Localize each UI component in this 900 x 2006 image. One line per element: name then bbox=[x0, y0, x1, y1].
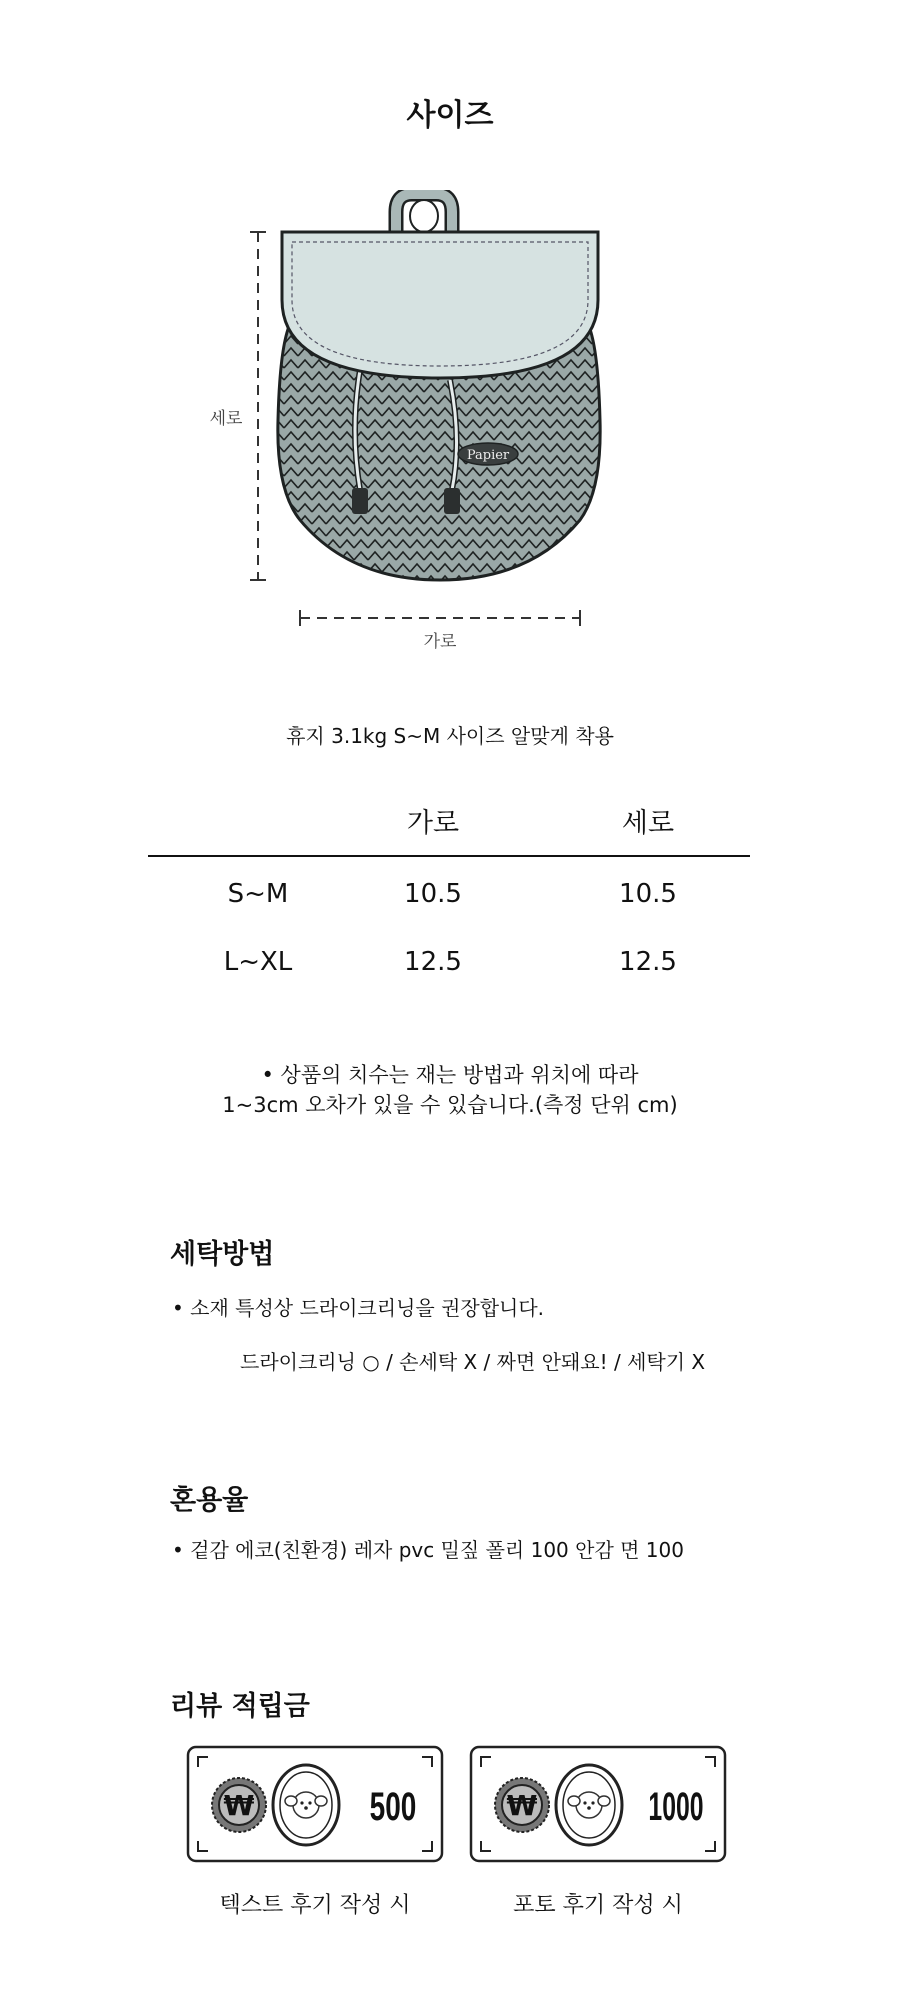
coupon-text-review bbox=[186, 1745, 444, 1863]
measurement-note-line2: 1~3cm 오차가 있을 수 있습니다.(측정 단위 cm) bbox=[222, 1093, 678, 1117]
washing-detail: 드라이크리닝 ○ / 손세탁 X / 짜면 안돼요! / 세탁기 X bbox=[240, 1350, 706, 1374]
composition-title: 혼용율 bbox=[170, 1485, 249, 1516]
washing-title: 세탁방법 bbox=[170, 1239, 275, 1270]
table-header-width: 가로 bbox=[406, 808, 460, 839]
height-label: 세로 bbox=[209, 409, 243, 429]
brand-tag-text: Papier bbox=[466, 448, 510, 463]
table-cell-size: L~XL bbox=[223, 947, 293, 977]
composition-bullet: • 겉감 에코(친환경) 레자 pvc 밀짚 폴리 100 안감 면 100 bbox=[172, 1538, 684, 1562]
table-cell-height: 12.5 bbox=[619, 947, 677, 977]
size-table bbox=[148, 795, 750, 993]
measurement-note-line1: • 상품의 치수는 재는 방법과 위치에 따라 bbox=[261, 1063, 639, 1087]
washing-bullet: • 소재 특성상 드라이크리닝을 권장합니다. bbox=[172, 1296, 545, 1320]
table-row bbox=[148, 857, 750, 925]
coupon-amount: 500 bbox=[369, 1785, 417, 1830]
width-label: 가로 bbox=[423, 632, 457, 652]
backpack-flap bbox=[282, 232, 598, 378]
fit-note: 휴지 3.1kg S~M 사이즈 알맞게 착용 bbox=[286, 724, 614, 748]
puppy-face-icon bbox=[273, 1765, 339, 1845]
table-cell-height: 10.5 bbox=[619, 879, 677, 909]
table-header-height: 세로 bbox=[621, 808, 675, 839]
width-dimension-line bbox=[300, 610, 580, 626]
measurement-note bbox=[0, 1060, 900, 1120]
won-coin-icon bbox=[495, 1778, 549, 1832]
table-cell-width: 12.5 bbox=[404, 947, 462, 977]
reward-title: 리뷰 적립금 bbox=[170, 1691, 310, 1722]
won-coin-icon bbox=[212, 1778, 266, 1832]
brand-tag bbox=[458, 443, 518, 465]
backpack-illustration bbox=[200, 190, 660, 670]
table-cell-size: S~M bbox=[227, 879, 289, 909]
size-table-header bbox=[148, 795, 750, 857]
puppy-face-icon bbox=[556, 1765, 622, 1845]
table-row bbox=[148, 925, 750, 993]
table-cell-width: 10.5 bbox=[404, 879, 462, 909]
coupon-currency: ₩ bbox=[506, 1789, 538, 1822]
coupon-label: 텍스트 후기 작성 시 bbox=[219, 1893, 411, 1918]
page-title: 사이즈 bbox=[406, 98, 494, 133]
coupon-label: 포토 후기 작성 시 bbox=[513, 1893, 683, 1918]
coupon-amount: 1000 bbox=[648, 1785, 704, 1830]
coupon-photo-review bbox=[469, 1745, 727, 1863]
height-dimension-line bbox=[250, 232, 266, 580]
coupon-currency: ₩ bbox=[223, 1789, 255, 1822]
